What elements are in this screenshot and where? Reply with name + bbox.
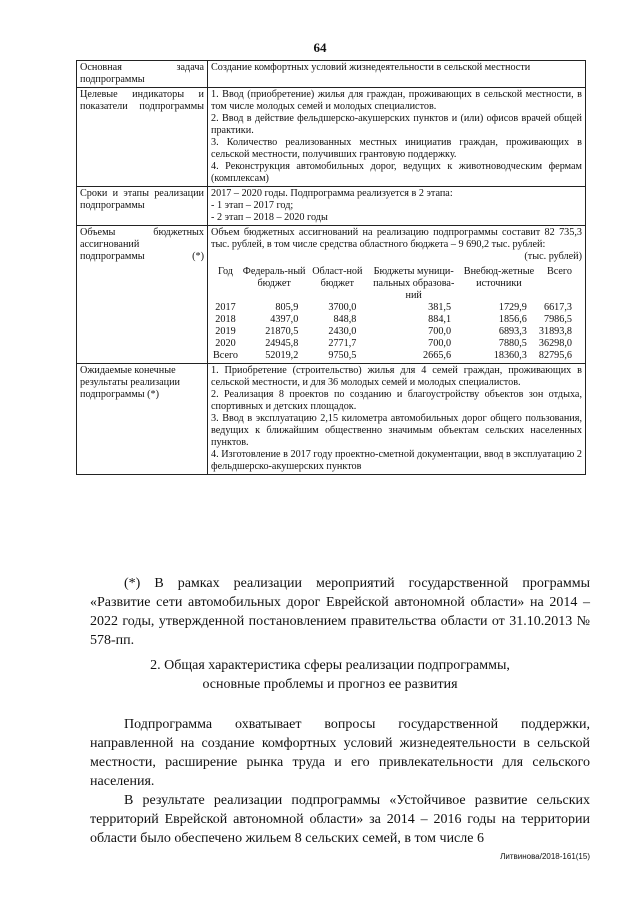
result-item: 1. Приобретение (строительство) жилья для 4 семей граждан, проживающих в сельской местности, и для 36 молодых семей и молодых специалистов. bbox=[211, 364, 582, 388]
subprogram-passport-table bbox=[76, 60, 586, 475]
funding-row bbox=[211, 314, 582, 326]
funding-cell: 36298,0 bbox=[538, 337, 572, 349]
funding-cell: 2430,0 bbox=[328, 325, 357, 337]
body-paragraph: В результате реализации подпрограммы «Устойчивое развитие сельских территорий Еврейской автономной области» за 2014 – 2016 годы на территории области было обеспечено жильем 8 сельских семей, в том числе 6 bbox=[90, 793, 590, 846]
indicator-item: 1. Ввод (приобретение) жилья для граждан, проживающих в сельской местности, в том числе молодых семей и молодых специалистов. bbox=[211, 89, 582, 113]
section-heading-line: основные проблемы и прогноз ее развития bbox=[202, 677, 458, 692]
funding-header: Бюджеты муници-пальных образова-ний bbox=[373, 265, 455, 301]
funding-cell: 381,5 bbox=[428, 301, 452, 313]
table-row bbox=[77, 187, 586, 226]
row-content-indicators bbox=[208, 88, 586, 187]
funding-cell: 1856,6 bbox=[498, 313, 527, 325]
row-label-main-task: Основная задача подпрограммы bbox=[77, 61, 208, 88]
funding-row bbox=[211, 302, 582, 314]
funding-unit: (тыс. рублей) bbox=[524, 251, 582, 263]
table-row bbox=[77, 61, 586, 88]
row-content-results bbox=[208, 363, 586, 474]
body-paragraph: Подпрограмма охватывает вопросы государственной поддержки, направленной на создание комфортных условий жизнедеятельности в сельской местности, расширение рынка труда и его привлекательности для сельского населения. bbox=[90, 717, 590, 789]
result-item: 4. Изготовление в 2017 году проектно-сметной документации, ввод в эксплуатацию 2 фельдшерско-акушерских пунктов bbox=[211, 448, 582, 472]
funding-cell: 18360,3 bbox=[493, 349, 527, 361]
funding-row bbox=[211, 326, 582, 338]
funding-cell: 700,0 bbox=[428, 337, 452, 349]
funding-cell: 3700,0 bbox=[328, 301, 357, 313]
section-heading-line: 2. Общая характеристика сферы реализации подпрограммы, bbox=[150, 658, 510, 673]
footnote: (*) В рамках реализации мероприятий государственной программы «Развитие сети автомобильных дорог Еврейской автономной области» на 2014 – 2022 годы, утвержденной постановлением правительства области от 31.10.2013 № 578-пп. bbox=[90, 576, 590, 648]
funding-cell: 1729,9 bbox=[498, 301, 527, 313]
funding-total-row bbox=[211, 350, 582, 362]
table-row bbox=[77, 88, 586, 187]
funding-intro: Объем бюджетных ассигнований на реализацию подпрограммы составит 82 735,3 тыс. рублей, в том числе средства областного бюджета – 9 690,2 тыс. рублей: bbox=[211, 227, 582, 251]
table-row bbox=[77, 226, 586, 363]
funding-header: Внебюд-жетные источники bbox=[463, 265, 535, 289]
funding-cell: 2017 bbox=[215, 301, 236, 313]
indicator-item: 4. Реконструкция автомобильных дорог, ведущих к животноводческим фермам (комплексам) bbox=[211, 161, 582, 185]
indicator-item: 3. Количество реализованных местных инициатив граждан, проживающих в сельской местности, получивших грантовую поддержку. bbox=[211, 137, 582, 161]
funding-cell: 6617,3 bbox=[543, 301, 572, 313]
row-content-timeline bbox=[208, 187, 586, 226]
funding-cell: 9750,5 bbox=[328, 349, 357, 361]
funding-cell: 2019 bbox=[215, 325, 236, 337]
funding-cell: 7986,5 bbox=[543, 313, 572, 325]
funding-header: Област-ной бюджет bbox=[312, 265, 363, 289]
timeline-item: - 1 этап – 2017 год; bbox=[211, 200, 294, 212]
row-label-funding: Объемы бюджетных ассигнований подпрограммы (*) bbox=[77, 226, 208, 363]
document-code: Литвинова/2018-161(15) bbox=[500, 852, 590, 861]
page-number: 64 bbox=[313, 40, 327, 55]
funding-cell: 24945,8 bbox=[265, 337, 299, 349]
funding-row bbox=[211, 338, 582, 350]
row-label-results: Ожидаемые конечные результаты реализации подпрограммы (*) bbox=[77, 363, 208, 474]
funding-cell: 884,1 bbox=[428, 313, 452, 325]
funding-cell: 805,9 bbox=[275, 301, 299, 313]
funding-cell: 848,8 bbox=[333, 313, 357, 325]
funding-cell: 52019,2 bbox=[265, 349, 299, 361]
funding-cell: 2018 bbox=[215, 313, 236, 325]
funding-cell: 4397,0 bbox=[270, 313, 299, 325]
funding-cell: 21870,5 bbox=[265, 325, 299, 337]
table-row bbox=[77, 363, 586, 474]
funding-header: Год bbox=[218, 265, 233, 277]
timeline-item: 2017 – 2020 годы. Подпрограмма реализуется в 2 этапа: bbox=[211, 188, 453, 200]
funding-cell: 2771,7 bbox=[328, 337, 357, 349]
funding-cell: 82795,6 bbox=[538, 349, 572, 361]
indicator-item: 2. Ввод в действие фельдшерско-акушерских пунктов и (или) офисов врачей общей практики. bbox=[211, 113, 582, 137]
funding-cell: 2665,6 bbox=[423, 349, 452, 361]
funding-header: Всего bbox=[546, 265, 572, 277]
funding-header: Федераль-ный бюджет bbox=[242, 265, 306, 289]
result-item: 2. Реализация 8 проектов по созданию и благоустройству объектов зон отдыха, спортивных и детских площадок. bbox=[211, 388, 582, 412]
funding-cell: 2020 bbox=[215, 337, 236, 349]
row-label-indicators: Целевые индикаторы и показатели подпрограммы bbox=[77, 88, 208, 187]
funding-cell: Всего bbox=[213, 349, 238, 361]
row-label-timeline: Сроки и этапы реализации подпрограммы bbox=[77, 187, 208, 226]
timeline-item: - 2 этап – 2018 – 2020 годы bbox=[211, 212, 328, 224]
funding-cell: 7880,5 bbox=[498, 337, 527, 349]
row-content-main-task: Создание комфортных условий жизнедеятельности в сельской местности bbox=[208, 61, 586, 88]
funding-cell: 700,0 bbox=[428, 325, 452, 337]
result-item: 3. Ввод в эксплуатацию 2,15 километра автомобильных дорог общего пользования, ведущих к ближайшим общественно значимым объектам сельских населенных пунктов. bbox=[211, 412, 582, 448]
funding-table bbox=[211, 266, 582, 362]
funding-header-row bbox=[211, 266, 582, 302]
funding-cell: 31893,8 bbox=[538, 325, 572, 337]
funding-cell: 6893,3 bbox=[498, 325, 527, 337]
section-heading bbox=[120, 656, 540, 694]
row-content-funding bbox=[208, 226, 586, 363]
